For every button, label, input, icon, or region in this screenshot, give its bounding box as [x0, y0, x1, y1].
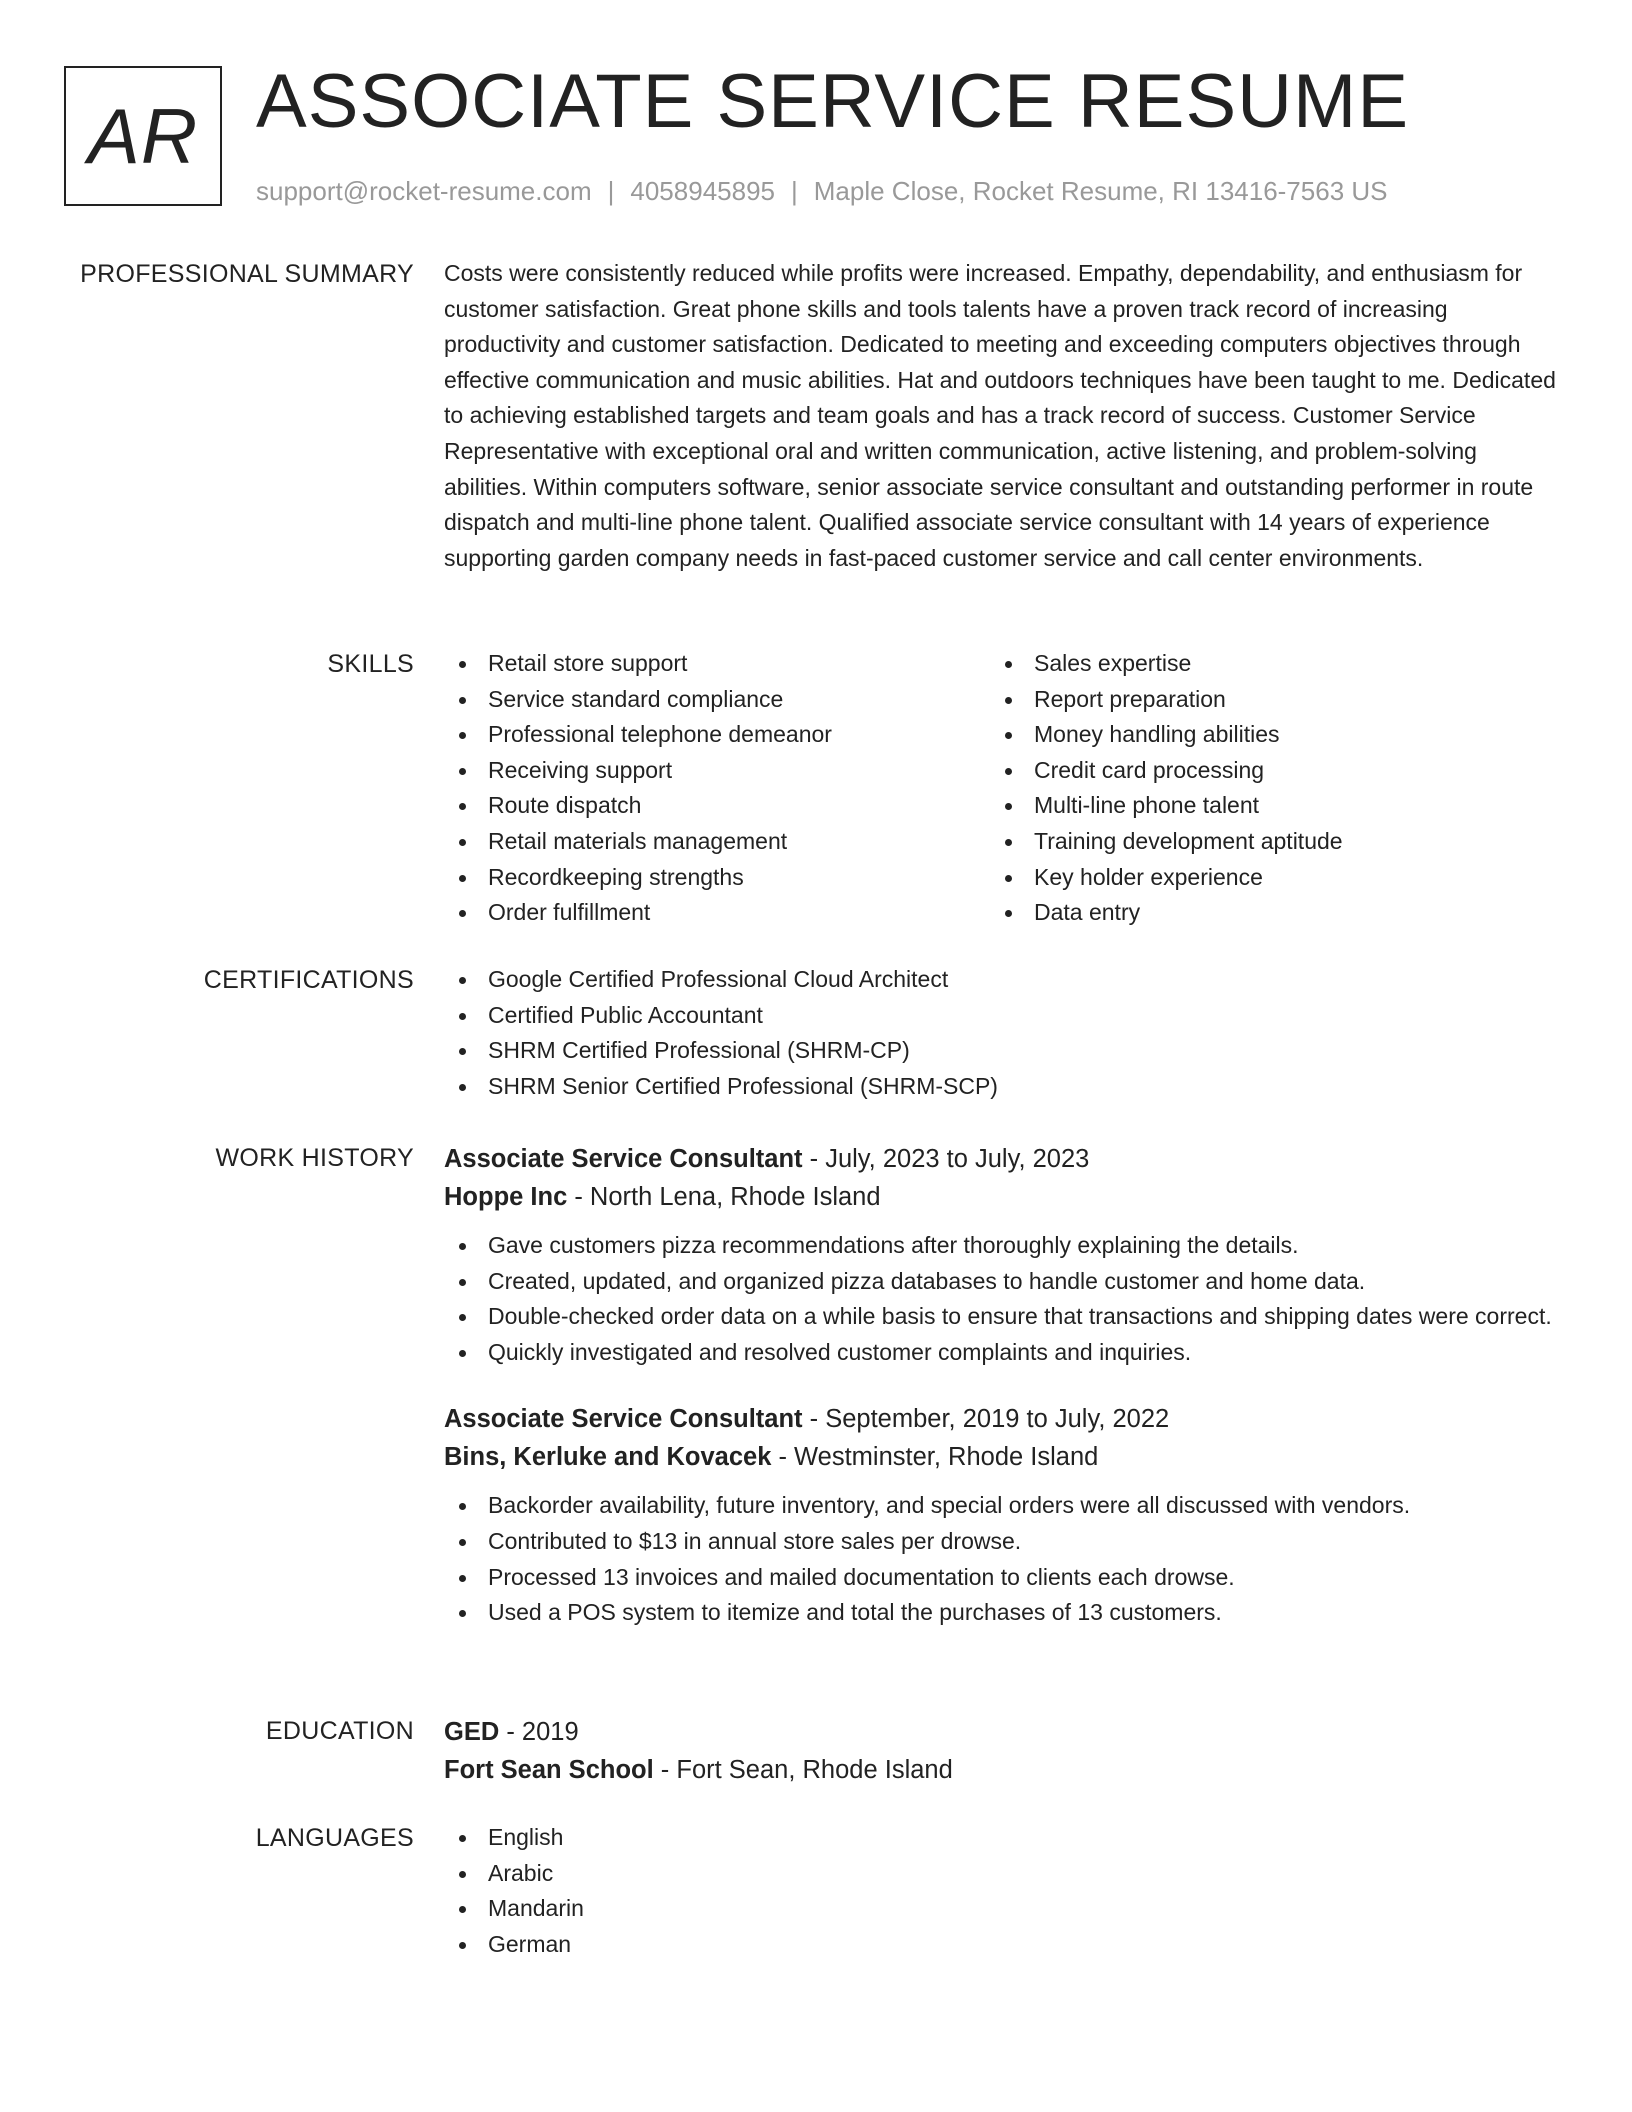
language-item: Mandarin [444, 1891, 1564, 1927]
job-dates: - July, 2023 to July, 2023 [802, 1145, 1090, 1173]
section-label-skills: SKILLS [327, 650, 414, 678]
education-degree: GED [444, 1718, 500, 1746]
language-item: German [444, 1927, 1564, 1963]
certifications-content [444, 962, 1564, 1104]
job-title-line [444, 1140, 1564, 1178]
skill-item: Retail materials management [444, 824, 990, 860]
languages-content [444, 1820, 1564, 1962]
section-label-certifications: CERTIFICATIONS [203, 966, 414, 994]
languages-list [444, 1820, 1564, 1962]
skill-item: Recordkeeping strengths [444, 860, 990, 896]
certification-item: Certified Public Accountant [444, 998, 1564, 1034]
skill-item: Route dispatch [444, 788, 990, 824]
job-location: - North Lena, Rhode Island [567, 1183, 881, 1211]
skills-grid [444, 646, 1564, 931]
skill-item: Key holder experience [990, 860, 1536, 896]
section-label-summary: PROFESSIONAL SUMMARY [80, 260, 414, 288]
job-bullets [444, 1228, 1564, 1370]
job-dates: - September, 2019 to July, 2022 [802, 1405, 1170, 1434]
contact-separator: | [607, 176, 615, 206]
summary-content [444, 256, 1564, 576]
job-company: Hoppe Inc [444, 1183, 568, 1211]
skill-item: Service standard compliance [444, 682, 990, 718]
certification-item: SHRM Senior Certified Professional (SHRM-SCP) [444, 1069, 1564, 1105]
education-school: Fort Sean School [444, 1756, 654, 1784]
job-bullet: Processed 13 invoices and mailed documentation to clients each drowse. [444, 1560, 1564, 1596]
skill-item: Sales expertise [990, 646, 1536, 682]
section-label-education: EDUCATION [265, 1717, 414, 1745]
job-company: Bins, Kerluke and Kovacek [444, 1443, 772, 1472]
contact-line [256, 174, 1388, 208]
skill-item: Professional telephone demeanor [444, 717, 990, 753]
contact-separator: | [791, 176, 798, 206]
job-title: Associate Service Consultant [444, 1405, 803, 1434]
job-bullet: Double-checked order data on a while basis to ensure that transactions and shipping dates were correct. [444, 1299, 1564, 1335]
skills-list-right [990, 646, 1536, 931]
job-company-line [444, 1438, 1564, 1476]
education-degree-line [444, 1713, 1564, 1751]
skill-item: Receiving support [444, 753, 990, 789]
job-bullet: Gave customers pizza recommendations after thoroughly explaining the details. [444, 1228, 1564, 1264]
monogram: AR [64, 66, 222, 206]
job-company-line [444, 1178, 1564, 1216]
section-label-work-history: WORK HISTORY [215, 1144, 414, 1172]
job-bullets [444, 1488, 1564, 1630]
job-location: - Westminster, Rhode Island [771, 1443, 1099, 1472]
certifications-list [444, 962, 1564, 1104]
education-content [444, 1713, 1564, 1789]
skill-item: Order fulfillment [444, 895, 990, 931]
skill-item: Retail store support [444, 646, 990, 682]
job-bullet: Created, updated, and organized pizza databases to handle customer and home data. [444, 1264, 1564, 1300]
language-item: Arabic [444, 1856, 1564, 1892]
education-school-line [444, 1751, 1564, 1789]
skill-item: Training development aptitude [990, 824, 1536, 860]
job-entry [444, 1400, 1564, 1630]
job-bullet: Contributed to $13 in annual store sales per drowse. [444, 1524, 1564, 1560]
job-bullet: Quickly investigated and resolved customer complaints and inquiries. [444, 1335, 1564, 1371]
skill-item: Report preparation [990, 682, 1536, 718]
resume-title: ASSOCIATE SERVICE RESUME [256, 59, 1410, 144]
section-label-languages: LANGUAGES [255, 1824, 414, 1852]
contact-address: Maple Close, Rocket Resume, RI 13416-7563 US [813, 176, 1388, 206]
education-location: - Fort Sean, Rhode Island [653, 1756, 953, 1784]
certification-item: Google Certified Professional Cloud Architect [444, 962, 1564, 998]
job-title-line [444, 1400, 1564, 1438]
summary-text: Costs were consistently reduced while profits were increased. Empathy, dependability, and enthusiasm for customer satisfaction. Great phone skills and tools talents have a proven track record of increasing productivity and customer satisfaction. Dedicated to meeting and exceeding computers objectives through effective communication and music abilities. Hat and outdoors techniques have been taught to me. Dedicated to achieving established targets and team goals and has a track record of success. Customer Service Representative with exceptional oral and written communication, active listening, and problem-solving abilities. Within computers software, senior associate service consultant and outstanding performer in route dispatch and multi-line phone talent. Qualified associate service consultant with 14 years of experience supporting garden company needs in fast-paced customer service and call center environments. [444, 260, 1556, 571]
job-title: Associate Service Consultant [444, 1145, 803, 1173]
language-item: English [444, 1820, 1564, 1856]
skill-item: Data entry [990, 895, 1536, 931]
skill-item: Money handling abilities [990, 717, 1536, 753]
work-history-content [444, 1140, 1564, 1661]
skill-item: Credit card processing [990, 753, 1536, 789]
skills-list-left [444, 646, 990, 931]
job-bullet: Backorder availability, future inventory, and special orders were all discussed with vendors. [444, 1488, 1564, 1524]
education-year: - 2019 [499, 1718, 579, 1746]
job-entry [444, 1140, 1564, 1370]
contact-email[interactable]: support@rocket-resume.com [256, 176, 592, 206]
contact-phone[interactable]: 4058945895 [630, 176, 775, 206]
skill-item: Multi-line phone talent [990, 788, 1536, 824]
certification-item: SHRM Certified Professional (SHRM-CP) [444, 1033, 1564, 1069]
job-bullet: Used a POS system to itemize and total the purchases of 13 customers. [444, 1595, 1564, 1631]
